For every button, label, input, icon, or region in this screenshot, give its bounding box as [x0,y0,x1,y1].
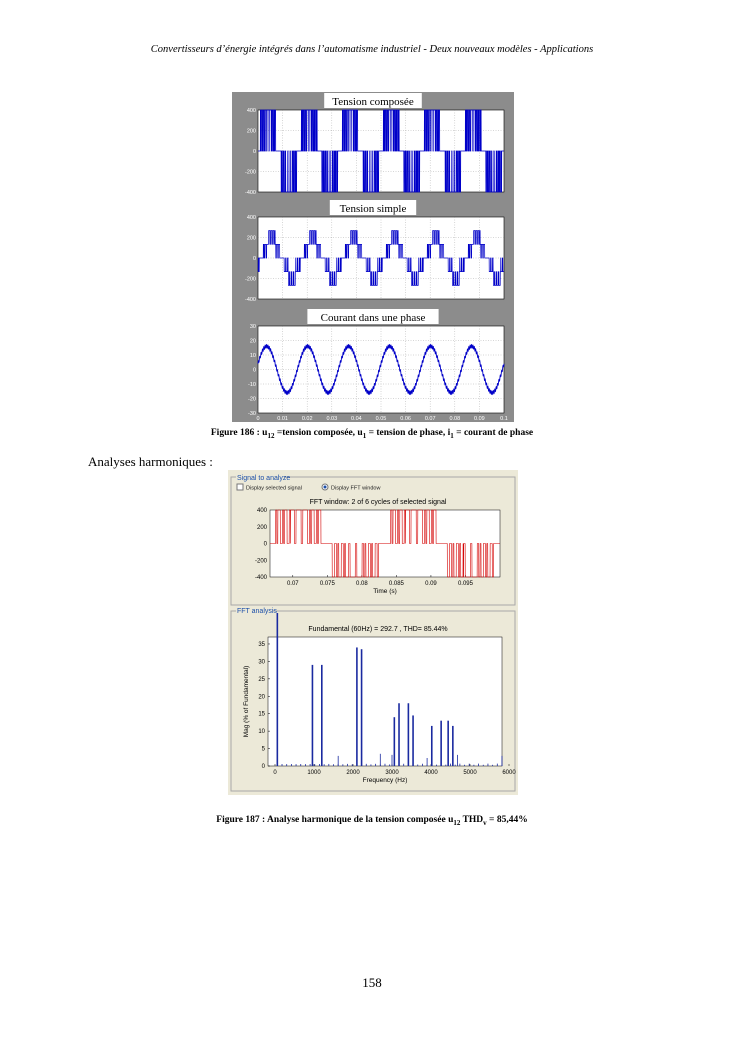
scope-xtick-label: 0.04 [351,416,362,422]
time-xtick-label: 0.095 [457,581,473,587]
scope-xtick-label: 0.03 [326,416,338,422]
scope-ytick-label: 200 [246,235,256,242]
scope-ytick-label: 200 [246,128,256,135]
figure-187-caption: Figure 187 : Analyse harmonique de la tension composée $u_{12}$ $THD_v = 85,44\%$ [216,815,528,827]
fft-ytick-label: 10 [258,729,265,736]
scope-xtick-label: 0 [256,416,260,422]
fft-ytick-label: 25 [258,676,265,683]
scope-xtick-label: 0.06 [400,416,411,422]
section-title: Analyses harmoniques : [88,454,213,469]
fft-xtick-label: 3000 [385,770,399,776]
figure-186-scope [232,92,514,422]
running-header: Convertisseurs d’énergie intégrés dans l’automatisme industriel - Deux nouveaux modèles - Applications [150,44,594,55]
scope-ytick-label: -20 [248,396,256,403]
scope-ytick-label: 400 [246,215,256,221]
scope-ytick-label: -400 [244,297,256,303]
fft-ylabel: Mag (% of Fundamental) [243,665,250,738]
time-xtick-label: 0.085 [388,581,404,587]
scope-xtick-label: 0.09 [474,416,485,422]
fft-plot-axes [268,637,502,766]
scope-ytick-label: -30 [248,411,256,417]
fft-xlabel: Frequency (Hz) [362,777,408,784]
fft-ytick-label: 35 [258,641,265,648]
time-xlabel: Time (s) [373,588,397,595]
scope-xtick-label: 0.08 [449,416,461,422]
time-xtick-label: 0.09 [425,581,437,587]
scope-ytick-label: 0 [252,149,256,155]
fft-ytick-label: 20 [258,694,265,701]
scope-ytick-label: -200 [244,169,256,176]
fft-title: Fundamental (60Hz) = 292.7 , THD= 85.44% [308,626,448,633]
fft-group-label: FFT analysis [237,608,277,615]
figure-186-caption: Figure 186 : $u_{12}$ =tension composée, $u_1$ = tension de phase, $i_1$ = courant de phase [210,428,534,440]
page-number: 158 [362,975,382,990]
scope-xtick-label: 0.05 [375,416,387,422]
scope-ytick-label: 400 [246,108,256,114]
time-ytick-label: 400 [256,508,267,514]
fft-ytick-label: 30 [258,659,265,666]
signal-group-label: Signal to analyze [237,475,291,482]
scope-title: Tension simple [339,203,407,215]
fft-xtick-label: 5000 [463,770,477,776]
time-ytick-label: -400 [254,575,267,581]
fft-ytick-label: 15 [258,711,265,718]
scope-xtick-label: 0.07 [424,416,436,422]
fft-ytick-label: 5 [261,746,265,753]
scope-ytick-label: 0 [252,256,256,262]
scope-ytick-label: 0 [252,367,256,374]
scope-ytick-label: -200 [244,276,256,283]
scope-ytick-label: 10 [249,353,256,359]
fft-ytick-label: 0 [261,764,265,770]
scope-title: Courant dans une phase [320,312,426,324]
scope-xtick-label: 0.02 [301,416,313,422]
fft-xtick-label: 6000 [502,770,516,776]
fft-xtick-label: 1000 [307,770,321,776]
scope-title: Tension composée [332,96,414,108]
time-ytick-label: 200 [256,524,267,531]
radio2-label: Display FFT window [331,485,381,492]
figure-187-fft-tool [228,470,518,795]
time-xtick-label: 0.075 [319,581,335,587]
time-xtick-label: 0.07 [286,581,299,587]
scope-ytick-label: 30 [249,324,256,330]
display-selected-checkbox[interactable] [237,484,243,490]
fft-xtick-label: 4000 [424,770,438,776]
time-ytick-label: 0 [263,541,267,548]
scope-ytick-label: -10 [248,382,256,388]
scope-xtick-label: 0.1 [500,416,508,422]
fft-xtick-label: 2000 [346,770,360,776]
fft-window-title: FFT window: 2 of 6 cycles of selected signal [309,499,447,506]
scope-xtick-label: 0.01 [277,416,288,422]
fft-xtick-label: 0 [273,770,277,776]
scope-ytick-label: 20 [249,338,256,345]
radio1-label: Display selected signal [246,485,302,492]
time-xtick-label: 0.08 [356,581,368,587]
scope-ytick-label: -400 [244,190,256,196]
time-ytick-label: -200 [254,558,267,565]
